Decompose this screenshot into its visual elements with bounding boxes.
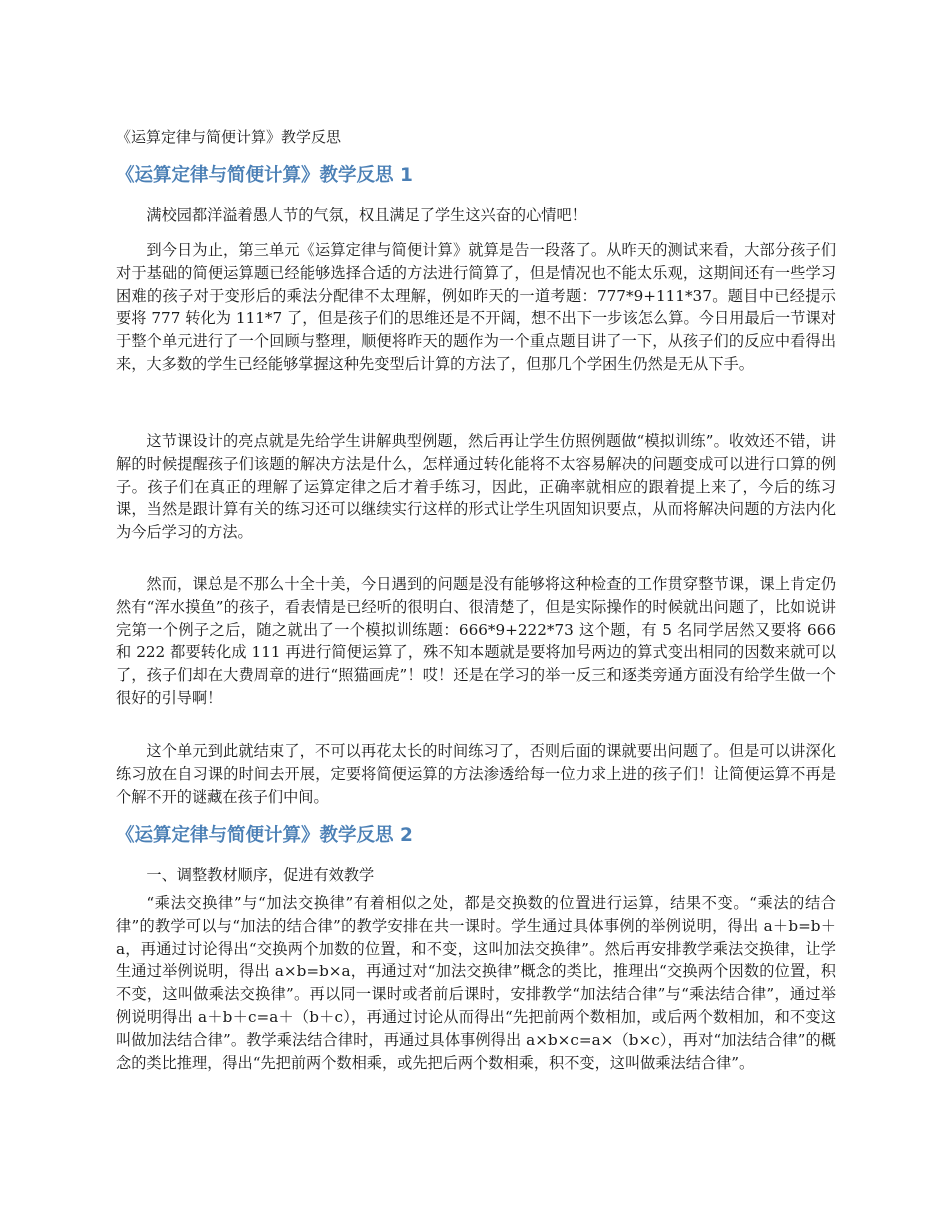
section-1-paragraph-5: 这个单元到此就结束了，不可以再花太长的时间练习了，否则后面的课就要出问题了。但是可以讲深化练习放在自习课的时间去开展，定要将简便运算的方法渗透给每一位力求上进的孩子们！让简便运算不再是个解不开的谜藏在孩子们中间。 bbox=[116, 742, 836, 806]
section-2-paragraph-2: “乘法交换律”与“加法交换律”有着相似之处，都是交换数的位置进行运算，结果不变。“乘法的结合律”的教学可以与“加法的结合律”的教学安排在共一课时。学生通过具体事例的举例说明，得出 a＋b=b＋a，再通过讨论得出“交换两个加数的位置，和不变，这叫加法交换律”。然后再安排教学乘法交换律，让学生通过举例说明，得出 a×b=b×a，再通过对“加法交换律”概念的类比，推理出“交换两个因数的位置，积不变，这叫做乘法交换律”。再以同一课时或者前后课时，安排教学“加法结合律”与“乘法结合律”，通过举例说明得出 a＋b＋c=a＋（b＋c），再通过讨论从而得出“先把前两个数相加，或后两个数相加，和不变这叫做加法结合律”。教学乘法结合律时，再通过具体事例得出 a×b×c=a×（b×c），再对“加法结合律”的概念的类比推理，得出“先把前两个数相乘，或先把后两个数相乘，积不变，这叫做乘法结合律”。 bbox=[116, 894, 836, 1072]
section-1-paragraph-4: 然而，课总是不那么十全十美，今日遇到的问题是没有能够将这种检查的工作贯穿整节课，课上肯定仍然有“浑水摸鱼”的孩子，看表情是已经听的很明白、很清楚了，但是实际操作的时候就出问题了，比如说讲完第一个例子之后，随之就出了一个模拟训练题：666*9+222*73 这个题，有 5 名同学居然又要将 666 和 222 都要转化成 111 再进行简便运算了，殊不知本题就是要将加号两边的算式变出相同的因数来就可以了，孩子们却在大费周章的进行“照猫画虎”！哎！还是在学习的举一反三和逐类旁通方面没有给学生做一个很好的引导啊！ bbox=[116, 575, 836, 707]
section-1-paragraph-3: 这节课设计的亮点就是先给学生讲解典型例题，然后再让学生仿照例题做“模拟训练”。收效还不错，讲解的时候提醒孩子们该题的解决方法是什么，怎样通过转化能将不太容易解决的问题变成可以进行口算的例子。孩子们在真正的理解了运算定律之后才着手练习，因此，正确率就相应的跟着提上来了，今后的练习课，当然是跟计算有关的练习还可以继续实行这样的形式让学生巩固知识要点，从而将解决问题的方法内化为今后学习的方法。 bbox=[116, 432, 836, 542]
section-heading-1: 《运算定律与简便计算》教学反思 1 bbox=[116, 165, 413, 186]
document-title: 《运算定律与简便计算》教学反思 bbox=[116, 128, 342, 146]
section-2-paragraph-1: 一、调整教材顺序，促进有效教学 bbox=[146, 866, 375, 884]
section-1-paragraph-2: 到今日为止，第三单元《运算定律与简便计算》就算是告一段落了。从昨天的测试来看，大部分孩子们对于基础的简便运算题已经能够选择合适的方法进行简算了，但是情况也不能太乐观，这期间还有一些学习困难的孩子对于变形后的乘法分配律不太理解，例如昨天的一道考题：777*9+111*37。题目中已经提示要将 777 转化为 111*7 了，但是孩子们的思维还是不开阔，想不出下一步该怎么算。今日用最后一节课对于整个单元进行了一个回顾与整理，顺便将昨天的题作为一个重点题目讲了一下，从孩子们的反应中看得出来，大多数的学生已经能够掌握这种先变型后计算的方法了，但那几个学困生仍然是无从下手。 bbox=[116, 241, 836, 373]
section-1-paragraph-1: 满校园都洋溢着愚人节的气氛，权且满足了学生这兴奋的心情吧！ bbox=[146, 206, 587, 224]
section-heading-2: 《运算定律与简便计算》教学反思 2 bbox=[116, 825, 413, 846]
